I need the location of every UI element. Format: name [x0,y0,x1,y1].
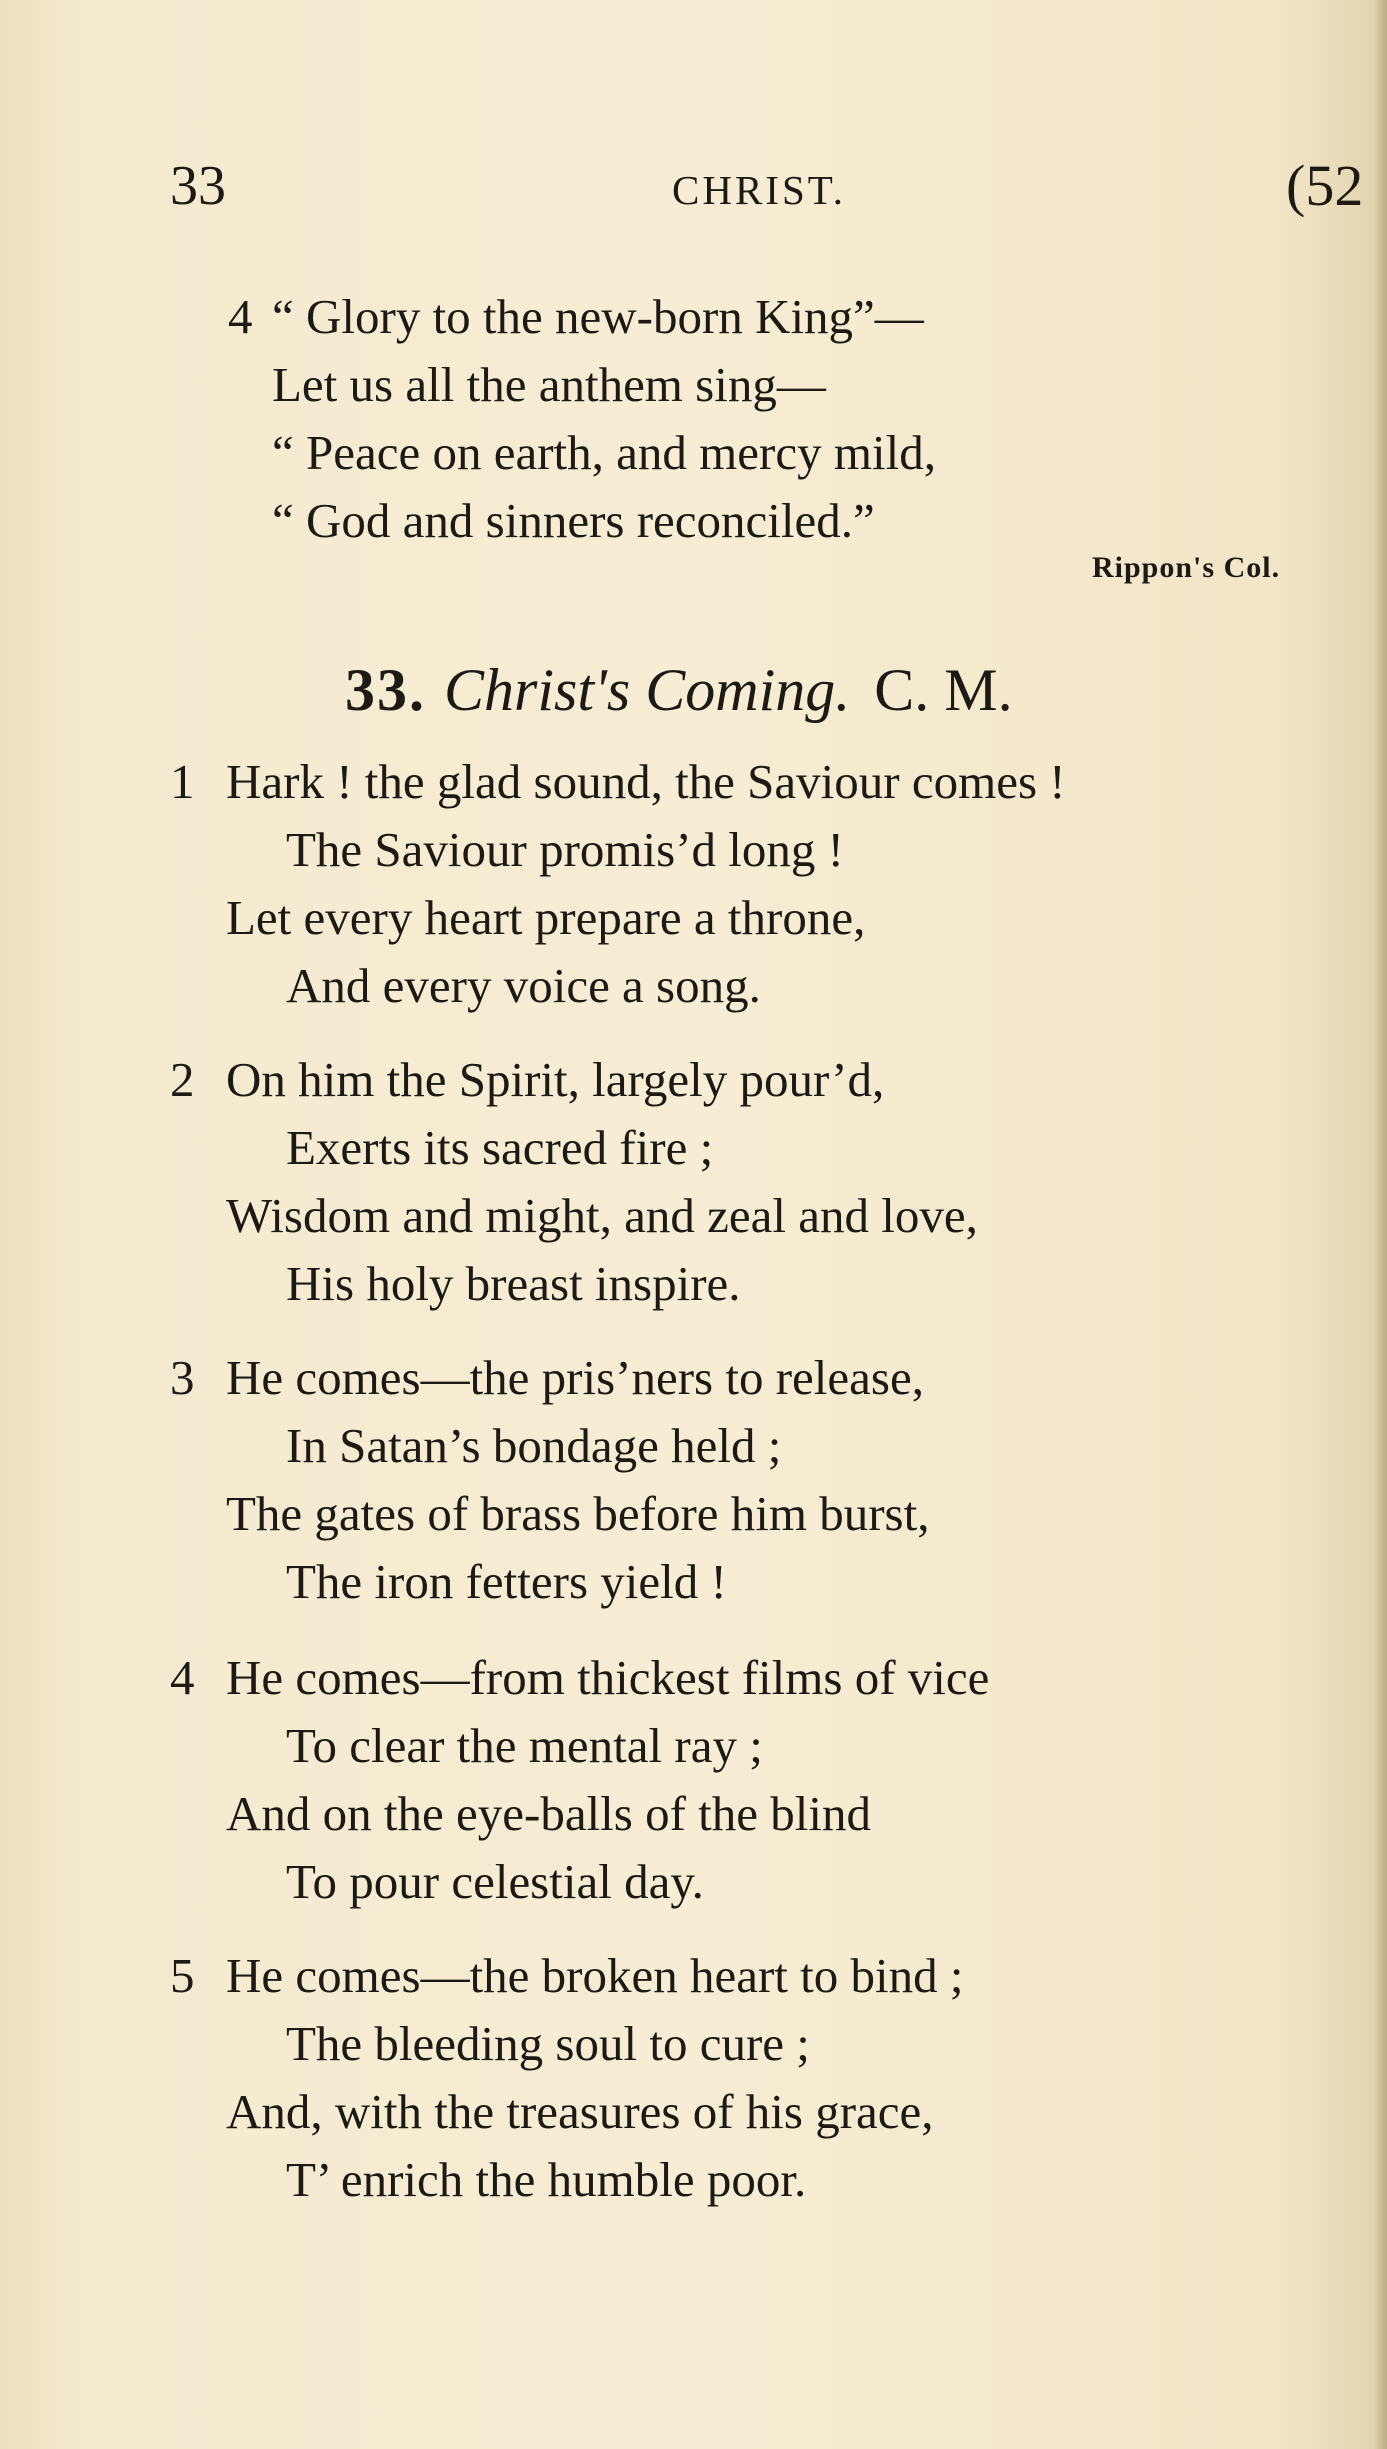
verse-number: 3 [170,1350,195,1405]
verse-line: In Satan’s bondage held ; [286,1418,782,1473]
attribution: Rippon's Col. [1092,551,1281,584]
verse-line: He comes—from thickest films of vice [226,1650,990,1705]
verse-line: The Saviour promis’d long ! [286,822,844,877]
verse-line: The gates of brass before him burst, [226,1486,930,1541]
hymn-title: Christ's Coming. [444,657,851,723]
verse-line: And, with the treasures of his grace, [226,2084,934,2139]
verse-line: And every voice a song. [286,958,761,1013]
page-edge-shadow [1373,0,1387,2449]
running-header [0,150,1387,230]
verse-line: The bleeding soul to cure ; [286,2016,810,2071]
verse-line: To pour celestial day. [286,1854,704,1909]
verse-line: Exerts its sacred fire ; [286,1120,714,1175]
verse-line: His holy breast inspire. [286,1256,741,1311]
verse-line: The iron fetters yield ! [286,1554,727,1609]
hymn-meter: C. M. [874,657,1013,723]
verse-line: “ Peace on earth, and mercy mild, [272,425,936,480]
verse-line: And on the eye-balls of the blind [226,1786,872,1841]
verse-line: He comes—the broken heart to bind ; [226,1948,964,2003]
hymn-heading [345,650,1013,730]
verse-line: Let us all the anthem sing— [272,357,826,412]
right-page-mark: (52 [1286,153,1364,218]
verse-line: To clear the mental ray ; [286,1718,763,1773]
verse-number: 2 [170,1052,195,1107]
verse-number: 1 [170,754,195,809]
verse-line: Wisdom and might, and zeal and love, [226,1188,978,1243]
verse-line: Let every heart prepare a throne, [226,890,866,945]
verse-line: “ God and sinners reconciled.” [272,493,875,548]
hymn-number: 33. [345,657,426,723]
verse-line: On him the Spirit, largely pour’d, [226,1052,885,1107]
verse-line: T’ enrich the humble poor. [286,2152,807,2207]
verse-number: 5 [170,1948,195,2003]
verse-line: He comes—the pris’ners to release, [226,1350,924,1405]
page-number: 33 [170,155,226,217]
running-title: CHRIST. [672,167,847,213]
verse-number: 4 [228,289,253,344]
verse-line: “ Glory to the new-born King”— [272,289,924,344]
verse-number: 4 [170,1650,195,1705]
verse-line: Hark ! the glad sound, the Saviour comes ! [226,754,1066,809]
